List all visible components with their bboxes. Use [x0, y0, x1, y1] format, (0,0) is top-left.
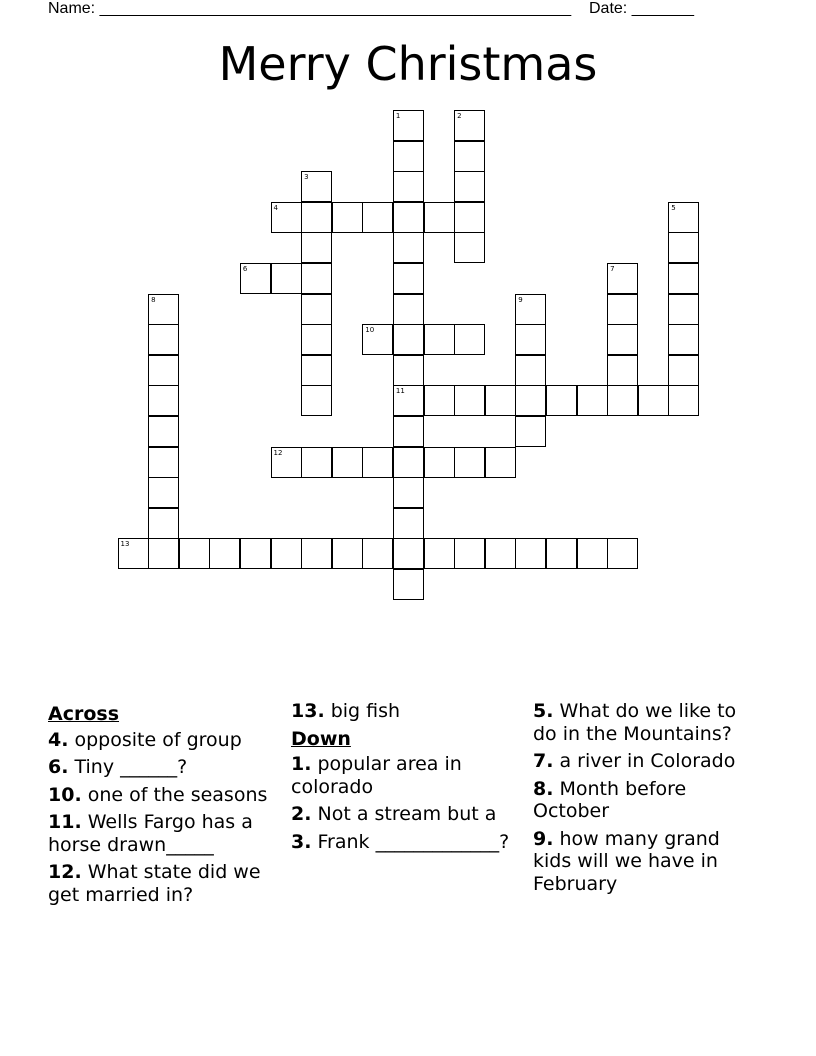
clue-column-3 — [533, 700, 755, 900]
grid-cell[interactable] — [148, 447, 179, 478]
grid-cell[interactable] — [148, 324, 179, 355]
grid-cell[interactable] — [424, 385, 455, 416]
grid-cell[interactable] — [515, 385, 546, 416]
clue-text: What state did we get married in? — [48, 861, 261, 906]
grid-cell[interactable] — [271, 202, 302, 233]
grid-cell[interactable] — [393, 416, 424, 447]
grid-cell[interactable] — [515, 355, 546, 386]
grid-cell[interactable] — [271, 538, 302, 569]
grid-cell[interactable] — [148, 355, 179, 386]
across-clue-4 — [48, 729, 270, 752]
clue-number-label: 11 — [395, 387, 405, 396]
grid-cell[interactable] — [271, 263, 302, 294]
down-clue-7 — [533, 750, 755, 773]
clue-text: a river in Colorado — [559, 750, 736, 772]
grid-cell[interactable] — [668, 294, 699, 325]
clue-number-label: 7 — [610, 265, 615, 273]
grid-cell[interactable] — [515, 294, 546, 325]
grid-cell[interactable] — [209, 538, 240, 569]
clue-text: Not a stream but a — [317, 803, 497, 825]
clue-text: Frank _____________? — [317, 830, 510, 853]
grid-cell[interactable] — [362, 324, 393, 355]
grid-cell[interactable] — [148, 385, 179, 416]
clue-number: 1. — [291, 753, 312, 775]
grid-cell[interactable] — [424, 447, 455, 478]
clue-number-label: 4 — [273, 203, 278, 212]
grid-cell[interactable] — [454, 324, 485, 355]
down-clue-3 — [291, 831, 513, 854]
name-blank[interactable]: _____________________________________________________ — [99, 0, 572, 17]
grid-cell[interactable] — [271, 447, 302, 478]
clue-text: how many grand kids will we have in February — [533, 827, 720, 895]
clue-column-2 — [291, 700, 513, 858]
clue-number-label: 10 — [365, 326, 375, 335]
grid-cell[interactable] — [332, 447, 363, 478]
clue-number-label: 6 — [242, 265, 248, 273]
grid-cell[interactable] — [301, 538, 332, 569]
grid-cell[interactable] — [362, 202, 393, 233]
grid-cell[interactable] — [301, 171, 332, 202]
grid-cell[interactable] — [240, 263, 271, 294]
clue-number-label: 5 — [671, 203, 676, 212]
down-clue-5 — [533, 700, 755, 745]
grid-cell[interactable] — [393, 202, 424, 233]
grid-cell[interactable] — [393, 508, 424, 539]
clue-number-label: 12 — [273, 448, 283, 457]
grid-cell[interactable] — [577, 385, 608, 416]
across-clue-12 — [48, 861, 270, 906]
grid-cell[interactable] — [485, 447, 516, 478]
clue-text: big fish — [330, 700, 401, 722]
clue-text: What do we like to do in the Mountains? — [533, 700, 737, 745]
across-clue-11 — [48, 811, 270, 856]
grid-cell[interactable] — [393, 141, 424, 172]
clue-number: 8. — [533, 777, 554, 800]
clue-number: 7. — [533, 750, 554, 772]
grid-cell[interactable] — [607, 355, 638, 386]
grid-cell[interactable] — [424, 202, 455, 233]
clue-text: opposite of group — [74, 728, 242, 751]
grid-cell[interactable] — [454, 141, 485, 172]
clue-number: 2. — [291, 803, 312, 825]
grid-cell[interactable] — [454, 202, 485, 233]
grid-cell[interactable] — [454, 385, 485, 416]
grid-cell[interactable] — [301, 263, 332, 294]
grid-cell[interactable] — [362, 538, 393, 569]
down-clue-8 — [533, 778, 755, 823]
grid-cell[interactable] — [607, 538, 638, 569]
down-clue-1 — [291, 753, 513, 798]
clue-text: Tiny ______? — [74, 756, 188, 778]
across-clue-10 — [48, 784, 270, 807]
grid-cell[interactable] — [485, 538, 516, 569]
grid-cell[interactable] — [515, 538, 546, 569]
grid-cell[interactable] — [332, 538, 363, 569]
grid-cell[interactable] — [607, 294, 638, 325]
grid-cell[interactable] — [454, 232, 485, 263]
grid-cell[interactable] — [148, 294, 179, 325]
grid-cell[interactable] — [148, 477, 179, 508]
clue-number-label: 3 — [304, 173, 309, 182]
clue-number: 10. — [48, 783, 82, 806]
grid-cell[interactable] — [393, 569, 424, 600]
clue-number: 13. — [291, 700, 325, 722]
date-blank[interactable]: _______ — [631, 0, 694, 17]
clue-number: 9. — [533, 827, 554, 850]
clue-number-label: 13 — [120, 540, 130, 549]
grid-cell[interactable] — [454, 171, 485, 202]
grid-cell[interactable] — [301, 324, 332, 355]
grid-cell[interactable] — [638, 385, 669, 416]
clue-number: 4. — [48, 728, 69, 751]
grid-cell[interactable] — [668, 385, 699, 416]
page-title: Merry Christmas — [218, 37, 598, 91]
grid-cell[interactable] — [424, 324, 455, 355]
clue-text: one of the seasons — [87, 783, 268, 806]
clue-text: Month before October — [533, 777, 687, 822]
grid-cell[interactable] — [668, 324, 699, 355]
grid-cell[interactable] — [393, 263, 424, 294]
grid-cell[interactable] — [393, 385, 424, 416]
across-heading: Across — [48, 703, 120, 725]
grid-cell[interactable] — [362, 447, 393, 478]
grid-cell[interactable] — [301, 447, 332, 478]
clue-number: 11. — [48, 811, 82, 833]
clue-number-label: 9 — [518, 295, 523, 304]
grid-cell[interactable] — [577, 538, 608, 569]
across-clue-13 — [291, 700, 513, 723]
clue-column-1 — [48, 700, 270, 911]
grid-cell[interactable] — [240, 538, 271, 569]
across-clue-6 — [48, 756, 270, 779]
grid-cell[interactable] — [301, 294, 332, 325]
grid-cell[interactable] — [393, 447, 424, 478]
down-clue-2 — [291, 803, 513, 826]
grid-cell[interactable] — [301, 232, 332, 263]
clue-number: 5. — [533, 700, 554, 722]
clue-number-label: 1 — [395, 112, 401, 120]
clue-number: 12. — [48, 861, 82, 883]
grid-cell[interactable] — [393, 110, 424, 141]
grid-cell[interactable] — [668, 355, 699, 386]
grid-cell[interactable] — [393, 538, 424, 569]
grid-cell[interactable] — [393, 477, 424, 508]
grid-cell[interactable] — [148, 416, 179, 447]
grid-cell[interactable] — [148, 538, 179, 569]
date-label: Date: — [588, 0, 628, 17]
grid-cell[interactable] — [454, 110, 485, 141]
grid-cell[interactable] — [424, 538, 455, 569]
grid-cell[interactable] — [148, 508, 179, 539]
clue-number: 6. — [48, 756, 69, 778]
clue-text: popular area in colorado — [291, 753, 462, 798]
clue-number: 3. — [291, 830, 312, 853]
grid-cell[interactable] — [118, 538, 149, 569]
grid-cell[interactable] — [515, 416, 546, 447]
grid-cell[interactable] — [668, 202, 699, 233]
grid-cell[interactable] — [454, 538, 485, 569]
grid-cell[interactable] — [668, 232, 699, 263]
grid-cell[interactable] — [607, 324, 638, 355]
grid-cell[interactable] — [301, 202, 332, 233]
grid-cell[interactable] — [607, 385, 638, 416]
grid-cell[interactable] — [179, 538, 210, 569]
grid-cell[interactable] — [393, 171, 424, 202]
clue-text: Wells Fargo has a horse drawn_____ — [48, 811, 253, 856]
grid-cell[interactable] — [393, 355, 424, 386]
grid-cell[interactable] — [668, 263, 699, 294]
grid-cell[interactable] — [546, 385, 577, 416]
grid-cell[interactable] — [393, 294, 424, 325]
grid-cell[interactable] — [515, 324, 546, 355]
grid-cell[interactable] — [454, 447, 485, 478]
grid-cell[interactable] — [393, 324, 424, 355]
grid-cell[interactable] — [485, 385, 516, 416]
grid-cell[interactable] — [301, 355, 332, 386]
down-heading: Down — [291, 727, 351, 750]
name-label: Name: — [48, 0, 96, 17]
clue-number-label: 8 — [151, 295, 156, 304]
grid-cell[interactable] — [607, 263, 638, 294]
grid-cell[interactable] — [301, 385, 332, 416]
grid-cell[interactable] — [546, 538, 577, 569]
grid-cell[interactable] — [393, 232, 424, 263]
clue-number-label: 2 — [457, 112, 462, 120]
down-clue-9 — [533, 828, 755, 896]
grid-cell[interactable] — [332, 202, 363, 233]
